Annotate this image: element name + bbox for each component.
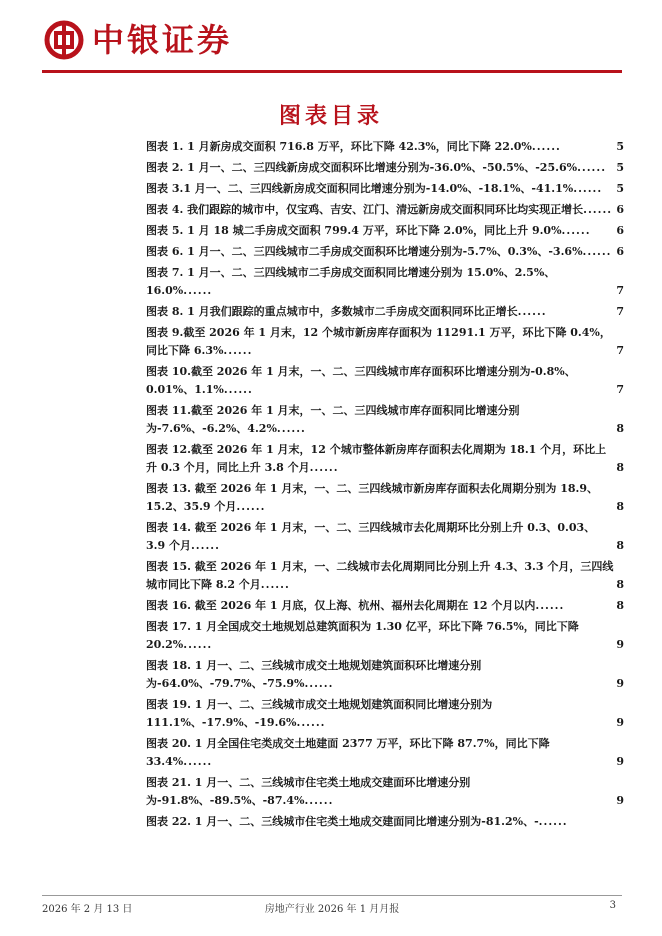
toc-entry-page[interactable]: 8: [616, 599, 624, 612]
toc-leader-dots: ......: [183, 755, 213, 768]
toc-entry[interactable]: [146, 363, 624, 399]
toc-entry[interactable]: [146, 735, 624, 771]
toc-entry-page[interactable]: 7: [616, 284, 624, 297]
toc-entry-page[interactable]: 8: [616, 578, 624, 591]
toc-leader-dots: ......: [223, 383, 253, 396]
toc-entry[interactable]: [146, 222, 624, 240]
toc-entry-text[interactable]: 图表 2. 1 月一、二、三四线新房成交面积环比增速分别为-36.0%、-50.5%、-25.6%......: [146, 161, 607, 174]
toc-leader-dots: ......: [236, 500, 266, 513]
toc-entry[interactable]: [146, 696, 624, 732]
toc-entry[interactable]: [146, 138, 624, 156]
toc-leader-dots: ......: [582, 245, 612, 258]
toc-leader-dots: ......: [573, 182, 603, 195]
toc-entry[interactable]: [146, 180, 624, 198]
toc-entry-text[interactable]: 图表 18. 1 月一、二、三线城市成交土地规划建筑面积环比增速分别为-64.0%、-79.7%、-75.9%......: [146, 659, 482, 690]
toc-entry-page[interactable]: 6: [616, 224, 624, 237]
footer-report-title: 房地产行业 2026 年 1 月月报: [264, 904, 400, 915]
toc-entry-page[interactable]: 6: [616, 245, 624, 258]
toc-entry[interactable]: [146, 597, 624, 615]
toc-entry-page[interactable]: 8: [616, 422, 624, 435]
toc-entry-text[interactable]: 图表 19. 1 月一、二、三线城市成交土地规划建筑面积同比增速分别为 111.1%、-17.9%、-19.6%......: [146, 698, 493, 729]
toc-leader-dots: ......: [296, 716, 326, 729]
toc-entry-text[interactable]: 图表 11.截至 2026 年 1 月末，一、二、三四线城市库存面积同比增速分别为-7.6%、-6.2%、4.2%......: [146, 404, 520, 435]
toc-entry-text[interactable]: 图表 1. 1 月新房成交面积 716.8 万平，环比下降 42.3%，同比下降 22.0%......: [146, 140, 561, 153]
toc-entry-text[interactable]: 图表 3.1 月一、二、三四线新房成交面积同比增速分别为-14.0%、-18.1%、-41.1%......: [146, 182, 603, 195]
footer-date: 2026 年 2 月 13 日: [42, 904, 133, 915]
toc-entry-page[interactable]: 5: [616, 182, 624, 195]
toc-entry-text[interactable]: 图表 22. 1 月一、二、三线城市住宅类土地成交建面同比增速分别为-81.2%、-......: [146, 815, 568, 828]
toc-entry-page[interactable]: 6: [616, 203, 624, 216]
toc-entry-text[interactable]: 图表 7. 1 月一、二、三四线城市二手房成交面积同比增速分别为 15.0%、2.5%、16.0%......: [146, 266, 556, 297]
toc-leader-dots: ......: [309, 461, 339, 474]
toc-entry-page[interactable]: 8: [616, 461, 624, 474]
toc-entry-text[interactable]: 图表 6. 1 月一、二、三四线城市二手房成交面积环比增速分别为-5.7%、0.3%、-3.6%......: [146, 245, 612, 258]
toc-entry[interactable]: [146, 201, 624, 219]
toc-title: 图表目录: [278, 104, 383, 129]
toc-entry[interactable]: [146, 402, 624, 438]
toc-leader-dots: ......: [183, 284, 213, 297]
toc-leader-dots: ......: [577, 161, 607, 174]
toc-entry-page[interactable]: 8: [616, 500, 624, 513]
toc-entry-page[interactable]: 7: [616, 383, 624, 396]
toc-entry-page[interactable]: 5: [616, 161, 624, 174]
toc-entry-text[interactable]: 图表 10.截至 2026 年 1 月末，一、二、三四线城市库存面积环比增速分别为-0.8%、0.01%、1.1%......: [146, 365, 576, 396]
bank-of-china-logo-icon: [44, 20, 84, 60]
toc-entry-text[interactable]: 图表 16. 截至 2026 年 1 月底，仅上海、杭州、福州去化周期在 12 个月以内......: [146, 599, 565, 612]
toc-entry-page[interactable]: 5: [616, 140, 624, 153]
toc-entry-page[interactable]: 8: [616, 539, 624, 552]
toc-leader-dots: ......: [538, 815, 568, 828]
table-of-figures: [146, 138, 624, 834]
toc-entry-page[interactable]: 9: [616, 794, 624, 807]
toc-entry[interactable]: [146, 441, 624, 477]
toc-leader-dots: ......: [223, 344, 253, 357]
toc-entry-text[interactable]: 图表 8. 1 月我们跟踪的重点城市中，多数城市二手房成交面积同环比正增长......: [146, 305, 547, 318]
toc-entry-text[interactable]: 图表 14. 截至 2026 年 1 月末，一、二、三四线城市去化周期环比分别上升 0.3、0.03、3.9 个月......: [146, 521, 596, 552]
toc-entry-page[interactable]: 9: [616, 755, 624, 768]
toc-entry[interactable]: [146, 519, 624, 555]
toc-entry-text[interactable]: 图表 13. 截至 2026 年 1 月末，一、二、三四线城市新房库存面积去化周期分别为 18.9、15.2、35.9 个月......: [146, 482, 599, 513]
footer-divider: [42, 895, 622, 896]
toc-entry[interactable]: [146, 774, 624, 810]
toc-leader-dots: ......: [583, 203, 613, 216]
brand-name: 中银证券: [92, 21, 233, 59]
toc-entry-text[interactable]: 图表 20. 1 月全国住宅类成交土地建面 2377 万平，环比下降 87.7%，同比下降 33.4%......: [146, 737, 550, 768]
toc-entry-page[interactable]: 9: [616, 638, 624, 651]
toc-leader-dots: ......: [276, 422, 306, 435]
toc-leader-dots: ......: [190, 539, 220, 552]
toc-entry[interactable]: [146, 303, 624, 321]
header-divider: [42, 70, 622, 73]
toc-entry-page[interactable]: 7: [616, 305, 624, 318]
toc-leader-dots: ......: [260, 578, 290, 591]
toc-leader-dots: ......: [304, 794, 334, 807]
toc-entry-page[interactable]: 9: [616, 716, 624, 729]
toc-leader-dots: ......: [183, 638, 213, 651]
page-footer: [42, 900, 622, 916]
toc-entry[interactable]: [146, 558, 624, 594]
toc-entry[interactable]: [146, 618, 624, 654]
toc-entry[interactable]: [146, 813, 624, 831]
toc-entry[interactable]: [146, 159, 624, 177]
toc-entry[interactable]: [146, 324, 624, 360]
toc-entry[interactable]: [146, 243, 624, 261]
toc-entry-page[interactable]: 7: [616, 344, 624, 357]
toc-leader-dots: ......: [561, 224, 591, 237]
toc-entry-page[interactable]: 9: [616, 677, 624, 690]
footer-page-number: 3: [609, 900, 616, 911]
toc-leader-dots: ......: [304, 677, 334, 690]
toc-entry-text[interactable]: 图表 12.截至 2026 年 1 月末，12 个城市整体新房库存面积去化周期为 18.1 个月，环比上升 0.3 个月，同比上升 3.8 个月......: [146, 443, 607, 474]
toc-entry-text[interactable]: 图表 15. 截至 2026 年 1 月末，一、二线城市去化周期同比分别上升 4.3、3.3 个月，三四线城市同比下降 8.2 个月......: [146, 560, 614, 591]
toc-entry-text[interactable]: 图表 5. 1 月 18 城二手房成交面积 799.4 万平，环比下降 2.0%，同比上升 9.0%......: [146, 224, 591, 237]
toc-leader-dots: ......: [517, 305, 547, 318]
toc-entry-text[interactable]: 图表 21. 1 月一、二、三线城市住宅类土地成交建面环比增速分别为-91.8%、-89.5%、-87.4%......: [146, 776, 471, 807]
toc-entry-text[interactable]: 图表 4. 我们跟踪的城市中，仅宝鸡、吉安、江门、清远新房成交面积同环比均实现正增长......: [146, 203, 613, 216]
toc-leader-dots: ......: [535, 599, 565, 612]
toc-entry[interactable]: [146, 480, 624, 516]
page-header: [0, 0, 662, 80]
toc-entry[interactable]: [146, 657, 624, 693]
toc-leader-dots: ......: [531, 140, 561, 153]
toc-entry-text[interactable]: 图表 17. 1 月全国成交土地规划总建筑面积为 1.30 亿平，环比下降 76.5%，同比下降 20.2%......: [146, 620, 579, 651]
brand-lockup: [44, 20, 232, 60]
toc-entry[interactable]: [146, 264, 624, 300]
toc-entry-text[interactable]: 图表 9.截至 2026 年 1 月末，12 个城市新房库存面积为 11291.1 万平，环比下降 0.4%，同比下降 6.3%......: [146, 326, 611, 357]
